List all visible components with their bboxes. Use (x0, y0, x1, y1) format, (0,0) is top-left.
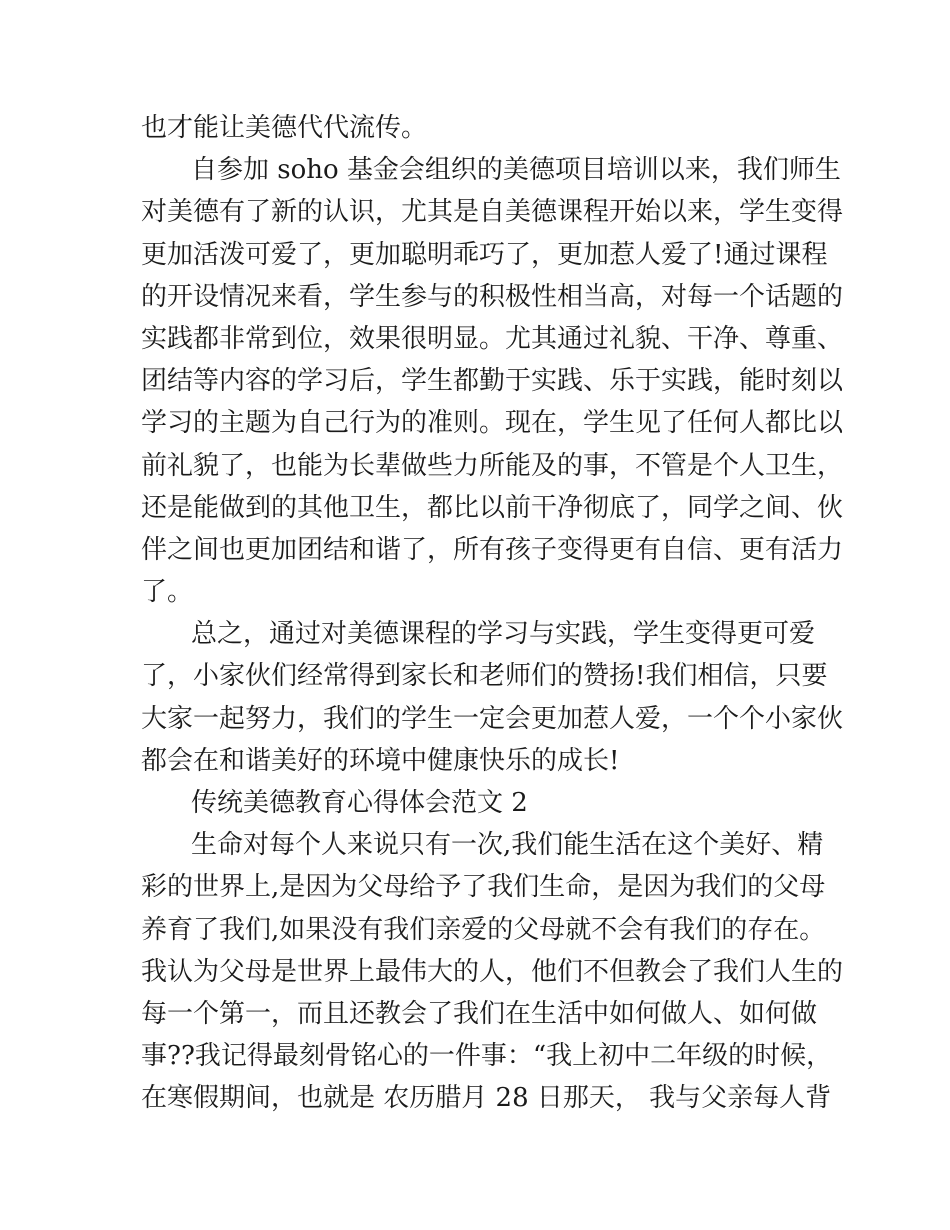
text-line: 的开设情况来看，学生参与的积极性相当高，对每一个话题的 (141, 281, 844, 312)
text-line: 还是能做到的其他卫生，都比以前干净彻底了，同学之间、伙 (141, 492, 844, 523)
text-line: 事??我记得最刻骨铭心的一件事：“我上初中二年级的时候， (141, 1041, 833, 1072)
text-line: 每一个第一，而且还教会了我们在生活中如何做人、如何做 (141, 998, 818, 1029)
text-line: 了，小家伙们经常得到家长和老师们的赞扬!我们相信，只要 (141, 661, 828, 692)
paragraph-start-line: 自参加 soho 基金会组织的美德项目培训以来，我们师生 (191, 155, 841, 186)
document-body (141, 107, 844, 1120)
text-line: 团结等内容的学习后，学生都勤于实践、乐于实践，能时刻以 (141, 366, 844, 397)
text-line: 伴之间也更加团结和谐了，所有孩子变得更有自信、更有活力 (141, 534, 844, 565)
paragraph-start-line: 生命对每个人来说只有一次,我们能生活在这个美好、精 (191, 830, 824, 861)
text-line: 彩的世界上,是因为父母给予了我们生命，是因为我们的父母 (141, 872, 826, 903)
text-line: 在寒假期间，也就是 农历腊月 28 日那天， 我与父亲每人背 (141, 1083, 832, 1114)
text-line: 我认为父母是世界上最伟大的人，他们不但教会了我们人生的 (141, 956, 844, 987)
text-line: 大家一起努力，我们的学生一定会更加惹人爱，一个个小家伙 (141, 703, 844, 734)
text-line: 学习的主题为自己行为的准则。现在，学生见了任何人都比以 (141, 408, 844, 439)
text-line: 前礼貌了，也能为长辈做些力所能及的事，不管是个人卫生， (141, 450, 844, 481)
paragraph-start-line: 总之，通过对美德课程的学习与实践，学生变得更可爱 (191, 619, 816, 650)
text-line: 实践都非常到位，效果很明显。尤其通过礼貌、干净、尊重、 (141, 323, 844, 354)
text-line: 养育了我们,如果没有我们亲爱的父母就不会有我们的存在。 (141, 914, 826, 945)
text-line: 了。 (141, 577, 194, 608)
section-heading: 传统美德教育心得体会范文 2 (191, 788, 528, 818)
text-line: 都会在和谐美好的环境中健康快乐的成长! (141, 745, 620, 776)
text-line: 对美德有了新的认识，尤其是自美德课程开始以来，学生变得 (141, 197, 844, 228)
text-line: 也才能让美德代代流传。 (141, 113, 428, 143)
text-line: 更加活泼可爱了，更加聪明乖巧了，更加惹人爱了!通过课程 (141, 239, 828, 270)
